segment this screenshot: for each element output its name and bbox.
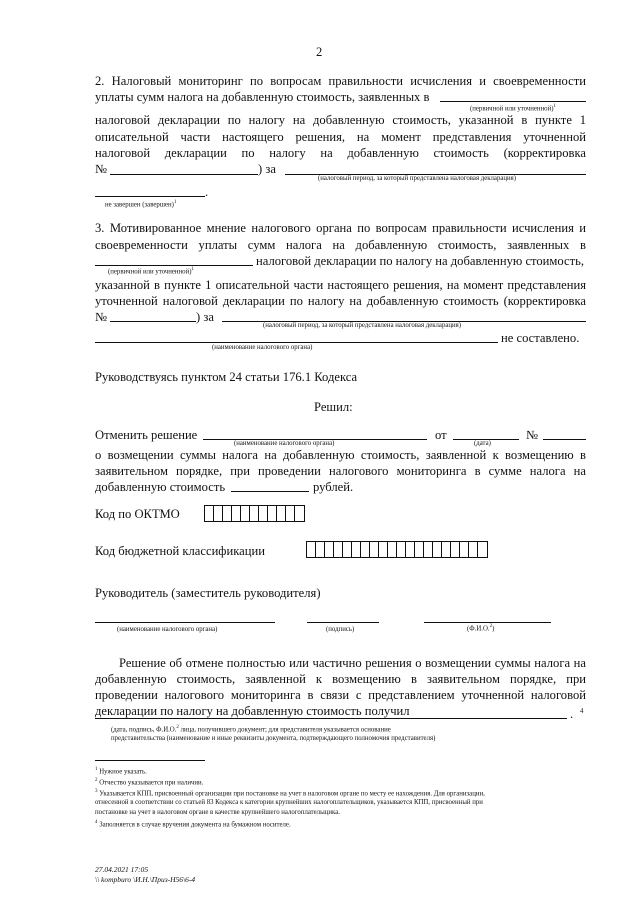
section3-za-label: ) за xyxy=(196,310,214,324)
code-cell[interactable] xyxy=(307,542,316,557)
code-cell[interactable] xyxy=(424,542,433,557)
section3-num-label: № xyxy=(95,310,108,324)
code-cell[interactable] xyxy=(460,542,469,557)
code-cell[interactable] xyxy=(277,506,286,521)
receipt-line2: добавленную стоимость, заявленной к возмещению в заявительном порядке, при xyxy=(95,672,586,686)
footnote-num: 4 xyxy=(95,820,98,825)
hint-fio xyxy=(467,623,494,634)
code-cell[interactable] xyxy=(415,542,424,557)
footnote-text: Указывается КПП, присвоенный организации при постановке на учет в налоговом органе по месту ее нахождения. Для организации, xyxy=(97,790,485,798)
section3-not-made: не составлено. xyxy=(501,331,580,345)
footnote-4 xyxy=(95,818,291,829)
footnote-3-cont2 xyxy=(95,808,340,817)
code-cell[interactable] xyxy=(433,542,442,557)
footnote-num: 2 xyxy=(95,778,98,783)
cancel-number-field[interactable] xyxy=(543,439,586,440)
section2-hint-status xyxy=(105,199,176,210)
section2-line2: уплаты сумм налога на добавленную стоимость, заявленных в xyxy=(95,90,430,104)
receipt-sup: 4 xyxy=(580,708,584,715)
kbk-input[interactable] xyxy=(306,541,488,558)
footnote-num: 3 xyxy=(95,789,98,794)
receipt-hint2: представительства (наименование и иные реквизиты документа, подтверждающего полномочия представителя) xyxy=(111,735,436,742)
code-cell[interactable] xyxy=(406,542,415,557)
hint-text: лица, получившего документ; для представителя указывается основание xyxy=(178,726,391,734)
code-cell[interactable] xyxy=(379,542,388,557)
footnote-separator xyxy=(95,760,205,761)
head-organ-field[interactable] xyxy=(95,622,275,623)
section2-status-field[interactable] xyxy=(95,196,205,197)
head-signature-field[interactable] xyxy=(307,622,379,623)
page-number: 2 xyxy=(316,45,323,59)
section3-organ-field[interactable] xyxy=(95,342,498,343)
footnote-3-cont1 xyxy=(95,798,483,807)
code-cell[interactable] xyxy=(469,542,478,557)
footnote-ref: 1 xyxy=(553,104,556,109)
code-cell[interactable] xyxy=(268,506,277,521)
footnote-2 xyxy=(95,776,203,787)
code-cell[interactable] xyxy=(214,506,223,521)
code-cell[interactable] xyxy=(325,542,334,557)
footnote-ref: 2 xyxy=(176,725,179,730)
cancel-line1-start: Отменить решение xyxy=(95,428,198,442)
code-cell[interactable] xyxy=(478,542,487,557)
receipt-line1: Решение об отмене полностью или частично решения о возмещении суммы налога на xyxy=(119,656,586,670)
footnote-text: отнесенной в соответствии со статьей 83 Кодекса к категории крупнейших налогоплательщиков, указывается КПП, присвоенный при xyxy=(95,799,483,806)
code-cell[interactable] xyxy=(388,542,397,557)
code-cell[interactable] xyxy=(223,506,232,521)
footnote-ref: 1 xyxy=(173,200,177,205)
receipt-dot: . xyxy=(570,707,574,721)
cancel-line2: о возмещении суммы налога на добавленную стоимость, заявленной к возмещению в xyxy=(95,448,586,462)
footnote-text: Заполняется в случае вручения документа на бумажном носителе. xyxy=(97,821,291,829)
code-cell[interactable] xyxy=(451,542,460,557)
cancel-num-label: № xyxy=(526,428,539,442)
receipt-line3: проведении налогового мониторинга в связи с представлением уточненной налоговой xyxy=(95,688,586,702)
footnote-3 xyxy=(95,787,485,798)
code-cell[interactable] xyxy=(397,542,406,557)
footnote-text: постановке на учет в налоговом органе в качестве крупнейшего налогоплательщика. xyxy=(95,809,340,816)
section3-line1: 3. Мотивированное мнение налогового органа по вопросам правильности исчисления и xyxy=(95,221,586,235)
cancel-rubles: рублей. xyxy=(313,480,354,494)
footnote-text: Нужное указать. xyxy=(97,768,147,776)
section2-line1: 2. Налоговый мониторинг по вопросам правильности исчисления и своевременности xyxy=(95,74,586,88)
hint-text: ) xyxy=(492,625,495,633)
section2-za-label: ) за xyxy=(258,162,276,176)
section2-correction-number-field[interactable] xyxy=(110,174,258,175)
code-cell[interactable] xyxy=(370,542,379,557)
footnote-1 xyxy=(95,765,147,776)
head-label: Руководитель (заместитель руководителя) xyxy=(95,586,321,600)
decided-heading: Решил: xyxy=(314,400,353,414)
oktmo-label: Код по ОКТМО xyxy=(95,507,180,521)
oktmo-input[interactable] xyxy=(204,505,305,522)
section3-line5: уточненной налоговой декларации по налогу на добавленную стоимость (корректировка xyxy=(95,294,586,308)
code-cell[interactable] xyxy=(442,542,451,557)
hint-organ: (наименование налогового органа) xyxy=(117,626,218,633)
section3-line3-rest: налоговой декларации по налогу на добавленную стоимость, xyxy=(256,254,584,268)
code-cell[interactable] xyxy=(361,542,370,557)
section3-line4: указанной в пункте 1 описательной части настоящего решения, на момент представления xyxy=(95,278,586,292)
cancel-line3: заявительном порядке, при проведении налогового мониторинга в сумме налога на xyxy=(95,464,586,478)
section2-type-field[interactable] xyxy=(440,101,586,102)
hint-text: (первичной или уточненной) xyxy=(470,105,554,113)
code-cell[interactable] xyxy=(334,542,343,557)
print-stamp-date: 27.04.2021 17:05 xyxy=(95,865,149,874)
hint-text: (дата, подпись, Ф.И.О. xyxy=(111,726,177,734)
code-cell[interactable] xyxy=(295,506,304,521)
section3-hint-type xyxy=(108,266,194,277)
code-cell[interactable] xyxy=(250,506,259,521)
section3-line2: своевременности уплаты сумм налога на добавленную стоимость, заявленных в xyxy=(95,238,586,252)
cancel-line4-start: добавленную стоимость xyxy=(95,480,226,494)
footnote-ref: 1 xyxy=(191,267,194,272)
cancel-from-label: от xyxy=(435,428,447,442)
section3-hint-organ: (наименование налогового органа) xyxy=(212,344,313,351)
section2-end-punct: . xyxy=(205,185,209,199)
section2-hint-period: (налоговый период, за который представлена налоговая декларация) xyxy=(318,175,517,182)
receipt-hint1 xyxy=(111,724,391,735)
section3-correction-number-field[interactable] xyxy=(110,321,196,322)
hint-sign: (подпись) xyxy=(326,626,355,633)
footnote-text: Отчество указывается при наличии. xyxy=(97,779,204,787)
cancel-amount-field[interactable] xyxy=(231,491,309,492)
code-cell[interactable] xyxy=(352,542,361,557)
code-cell[interactable] xyxy=(241,506,250,521)
code-cell[interactable] xyxy=(343,542,352,557)
code-cell[interactable] xyxy=(232,506,241,521)
print-stamp-path: \\ kompburo \И.Н.\Приз-Н56\6-4 xyxy=(95,875,196,884)
section2-num-label: № xyxy=(95,162,108,176)
section2-line3: налоговой декларации по налогу на добавленную стоимость, указанной в пункте 1 xyxy=(95,113,586,127)
code-cell[interactable] xyxy=(286,506,295,521)
code-cell[interactable] xyxy=(205,506,214,521)
kbk-label: Код бюджетной классификации xyxy=(95,544,265,558)
hint-text: (Ф.И.О. xyxy=(467,625,490,633)
cancel-hint-organ: (наименование налогового органа) xyxy=(234,440,335,447)
footnote-ref: 2 xyxy=(489,624,493,629)
hint-text: не завершен (завершен) xyxy=(105,201,174,209)
section2-line5: налоговой декларации по налогу на добавленную стоимость (корректировка xyxy=(95,146,586,160)
section2-line4: описательной части настоящего решения, на момент представления уточненной xyxy=(95,130,586,144)
footnote-num: 1 xyxy=(95,767,98,772)
section3-hint-period: (налоговый период, за который представлена налоговая декларация) xyxy=(263,322,462,329)
code-cell[interactable] xyxy=(316,542,325,557)
code-cell[interactable] xyxy=(259,506,268,521)
receipt-line4: декларации по налогу на добавленную стоимость получил xyxy=(95,704,410,718)
receipt-field[interactable] xyxy=(95,718,567,719)
hint-text: (первичной или уточненной) xyxy=(108,268,192,276)
guided-text: Руководствуясь пунктом 24 статьи 176.1 Кодекса xyxy=(95,370,358,384)
cancel-hint-date: (дата) xyxy=(474,440,491,447)
